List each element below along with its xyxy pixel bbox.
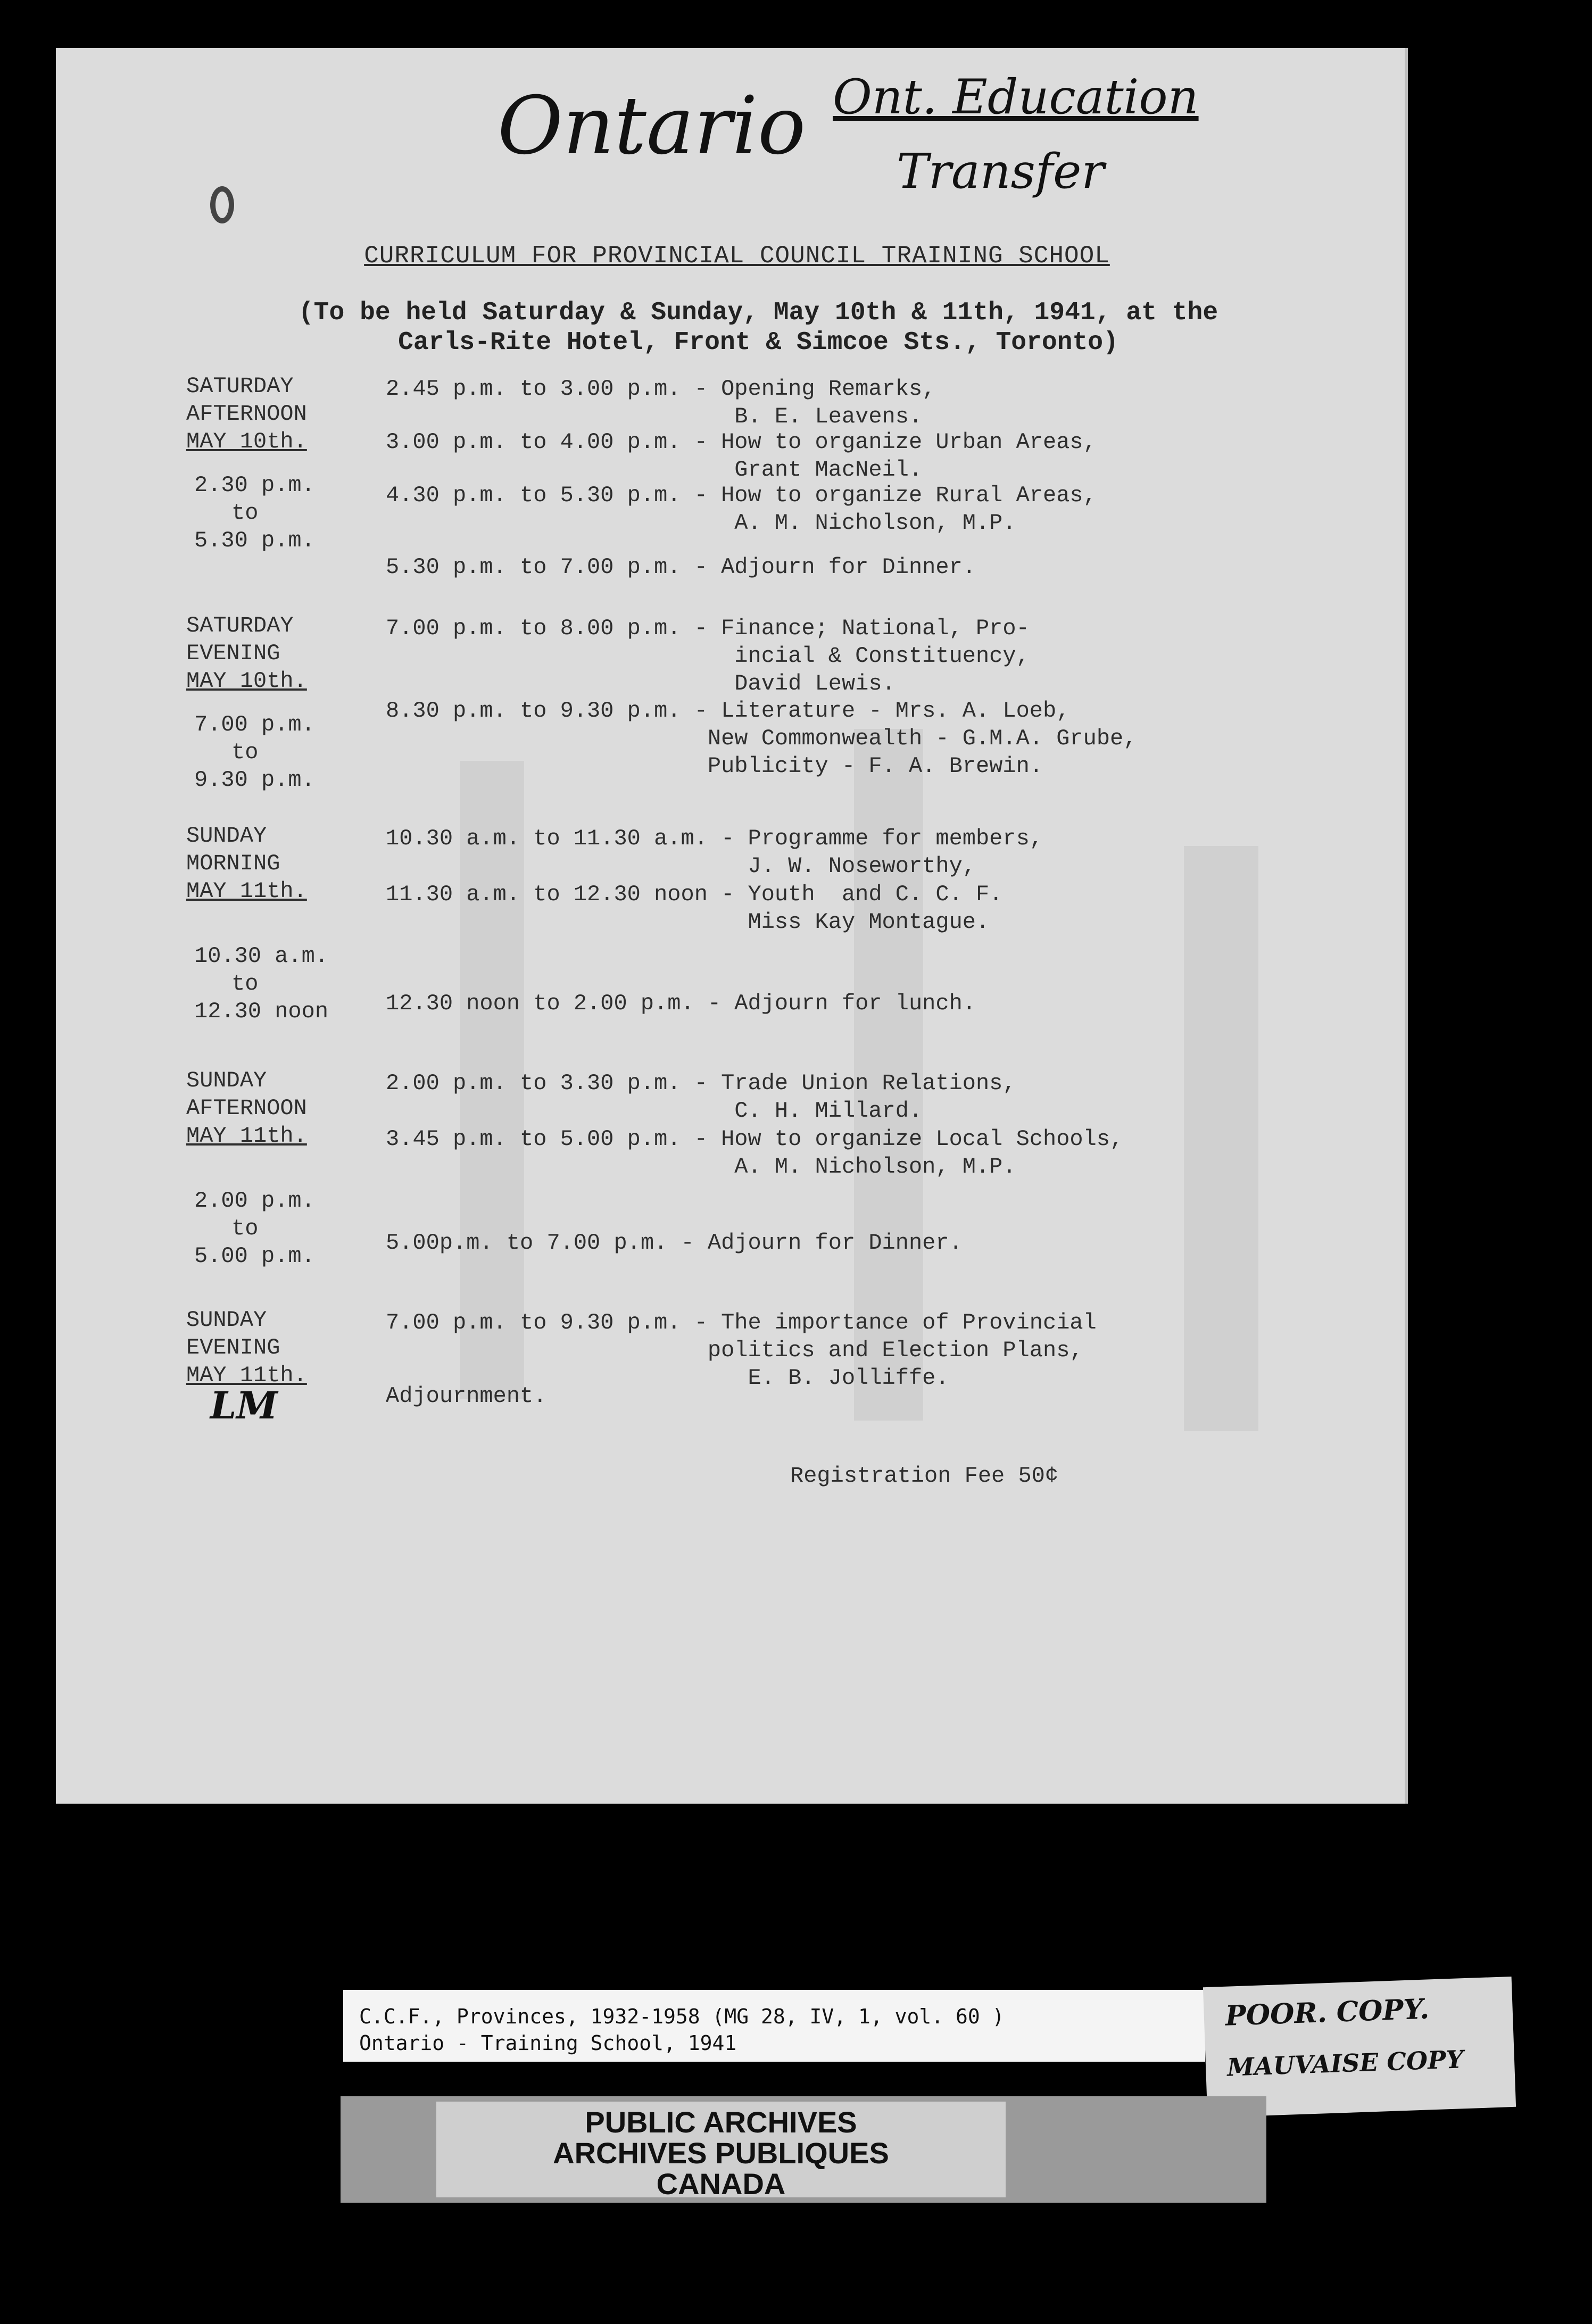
document-sheet [56,48,1408,1804]
document-title: CURRICULUM FOR PROVINCIAL COUNCIL TRAINING SCHOOL [364,242,1110,270]
session-date: MAY 10th. [186,429,307,454]
session-date: MAY 11th. [186,878,307,904]
schedule-entry: 3.45 p.m. to 5.00 p.m. - How to organize Local Schools, A. M. Nicholson, M.P. [386,1126,1124,1180]
archive-reference-label [343,1990,1205,2062]
session-day: SUNDAY [186,823,267,849]
hours-from: 2.00 p.m. [194,1188,315,1214]
subtitle-line: (To be held Saturday & Sunday, May 10th & 11th, 1941, at the [298,298,1218,327]
schedule-entry: 4.30 p.m. to 5.30 p.m. - How to organize Rural Areas, A. M. Nicholson, M.P. [386,483,1097,536]
hours-from: 2.30 p.m. [194,472,315,498]
stamp-line: CANADA [656,2167,786,2201]
handwritten-province: Ontario [498,80,806,172]
session-period: EVENING [186,641,280,666]
session-day: SUNDAY [186,1068,267,1093]
session-day: SATURDAY [186,374,294,399]
subtitle-line: Carls-Rite Hotel, Front & Simcoe Sts., Toronto) [398,328,1118,357]
archives-stamp-strip [341,2096,1266,2203]
session-hours [186,942,410,1025]
session-period: MORNING [186,851,280,876]
schedule-entry: 12.30 noon to 2.00 p.m. - Adjourn for lunch. [386,991,976,1016]
session-sunday-evening [186,1306,410,1389]
hours-to: to [231,1216,259,1241]
hours-until: 12.30 noon [194,999,329,1024]
hours-to: to [231,971,259,997]
session-date: MAY 11th. [186,1363,307,1388]
stamp-line: ARCHIVES PUBLIQUES [553,2136,889,2170]
session-hours [186,1187,410,1270]
hours-to: to [231,500,259,526]
hours-until: 5.00 p.m. [194,1243,315,1269]
session-saturday-afternoon [186,372,410,554]
mauvaise-copy-text: MAUVAISE COPY [1226,2045,1464,2082]
hours-from: 10.30 a.m. [194,943,329,969]
handwritten-topic: Ont. Education [833,69,1199,125]
reference-line: C.C.F., Provinces, 1932-1958 (MG 28, IV, 1, vol. 60 ) [359,2005,1005,2028]
schedule-entry: 7.00 p.m. to 8.00 p.m. - Finance; National, Pro- incial & Constituency, David Lewis. [386,616,1030,696]
stain [1184,846,1258,1431]
registration-fee: Registration Fee 50¢ [790,1463,1059,1489]
schedule-entry: 3.00 p.m. to 4.00 p.m. - How to organize Urban Areas, Grant MacNeil. [386,429,1097,483]
pin-hole-mark [210,186,234,223]
handwritten-transfer: Transfer [897,144,1105,200]
hours-to: to [231,740,259,765]
schedule-entry: 5.00p.m. to 7.00 p.m. - Adjourn for Dinner. [386,1230,963,1256]
session-date: MAY 10th. [186,668,307,694]
session-period: EVENING [186,1335,280,1360]
hours-until: 9.30 p.m. [194,767,315,793]
session-hours [186,471,410,554]
handwritten-initials: LM [210,1383,278,1427]
session-date: MAY 11th. [186,1123,307,1149]
schedule-entry: 7.00 p.m. to 9.30 p.m. - The importance of Provincial politics and Election Plans, E. B. Jolliffe. [386,1310,1097,1391]
adjournment-text: Adjournment. [386,1383,547,1409]
schedule-entry: 2.00 p.m. to 3.30 p.m. - Trade Union Relations, C. H. Millard. [386,1070,1016,1124]
hours-until: 5.30 p.m. [194,528,315,553]
archives-stamp [436,2102,1006,2201]
session-period: AFTERNOON [186,401,307,427]
session-saturday-evening [186,612,410,794]
session-day: SUNDAY [186,1307,267,1333]
reference-line: Ontario - Training School, 1941 [359,2031,737,2055]
schedule-entry: 5.30 p.m. to 7.00 p.m. - Adjourn for Dinner. [386,554,976,580]
session-day: SATURDAY [186,613,294,638]
stamp-line: PUBLIC ARCHIVES [585,2105,857,2139]
schedule-entry: 8.30 p.m. to 9.30 p.m. - Literature - Mrs. A. Loeb, New Commonwealth - G.M.A. Grube, Publicity - F. A. Brewin. [386,698,1137,779]
poor-copy-text: POOR. COPY. [1224,1993,1430,2032]
schedule-entry: 10.30 a.m. to 11.30 a.m. - Programme for members, J. W. Noseworthy, [386,826,1043,879]
session-hours [186,711,410,794]
session-period: AFTERNOON [186,1095,307,1121]
session-sunday-morning [186,822,410,1025]
document-subtitle [210,298,1306,358]
schedule-entry: 2.45 p.m. to 3.00 p.m. - Opening Remarks, B. E. Leavens. [386,376,936,429]
schedule-entry: 11.30 a.m. to 12.30 noon - Youth and C. C. F. Miss Kay Montague. [386,882,1003,935]
session-sunday-afternoon [186,1067,410,1270]
hours-from: 7.00 p.m. [194,712,315,737]
